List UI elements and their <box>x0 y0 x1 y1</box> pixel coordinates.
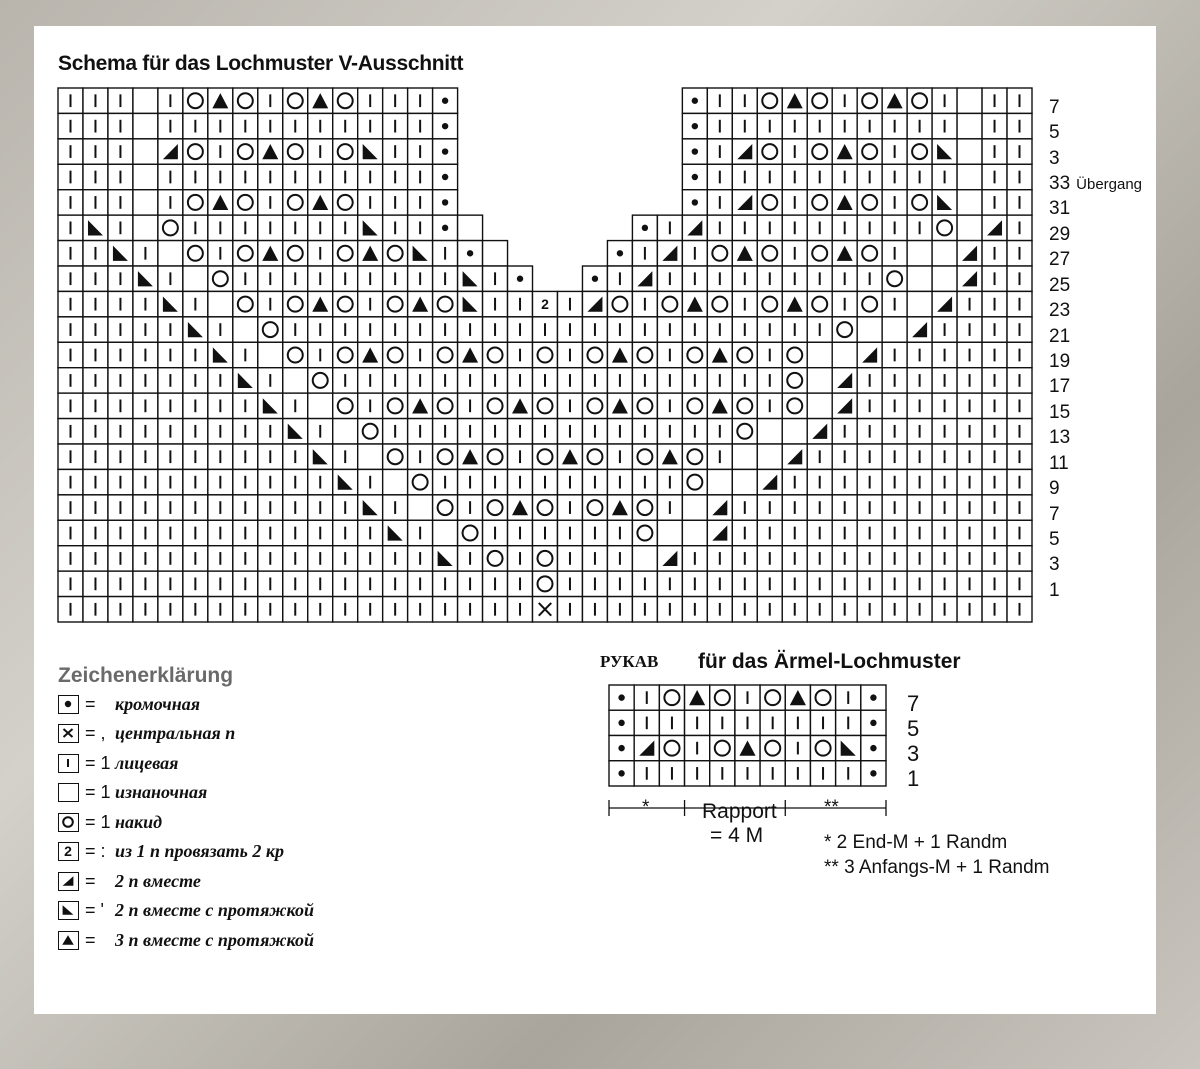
row-number-label: 5 <box>1049 122 1060 144</box>
row-number-label: 27 <box>1049 249 1071 271</box>
rapport-stars2: ** <box>824 797 839 818</box>
sleeve-cell <box>861 761 886 786</box>
sleeve-cell <box>735 685 760 710</box>
row-number-label: 31 <box>1049 198 1071 220</box>
row-number-label: 13 <box>1049 427 1071 449</box>
sleeve-row-number: 7 <box>907 690 920 716</box>
sleeve-cell <box>659 685 684 710</box>
sleeve-cell <box>810 761 835 786</box>
row-number-label: 3 <box>1049 147 1060 169</box>
sleeve-cell <box>685 761 710 786</box>
legend-text: центральная п <box>115 723 236 743</box>
sleeve-cell <box>760 685 785 710</box>
legend-equals: = ' <box>85 900 104 920</box>
rapport-label: Rapport <box>702 800 777 823</box>
legend-equals: = , <box>85 723 106 743</box>
row-number-label: 3 <box>1049 554 1060 576</box>
sleeve-cell <box>685 710 710 735</box>
row-number-label: 17 <box>1049 376 1071 398</box>
sleeve-cell <box>659 761 684 786</box>
sleeve-cell <box>861 736 886 761</box>
row-number-label: 19 <box>1049 351 1071 372</box>
note-end-stitches: * 2 End-M + 1 Randm <box>824 832 1008 853</box>
rapport-star: * <box>642 797 650 818</box>
legend-equals: = <box>85 929 96 950</box>
sleeve-cell <box>710 736 735 761</box>
legend-equals: = 1 <box>85 811 111 832</box>
row-number-label: 7 <box>1049 96 1060 118</box>
legend-text: 3 п вместе с протяжкой <box>115 929 314 950</box>
sleeve-title-de: für das Ärmel-Lochmuster <box>698 650 961 673</box>
svg-text:2: 2 <box>64 843 72 859</box>
sleeve-cell <box>760 761 785 786</box>
row-number-label: 29 <box>1049 223 1071 245</box>
row-number-label: 33 <box>1049 173 1071 194</box>
legend-text: кромочная <box>115 693 201 714</box>
row-number-label: 7 <box>1049 503 1060 525</box>
sleeve-cell <box>785 710 810 735</box>
row-number-label: 9 <box>1049 478 1060 500</box>
sleeve-cell <box>685 736 710 761</box>
sleeve-cell <box>836 710 861 735</box>
transition-label: Übergang <box>1076 176 1143 193</box>
sleeve-cell <box>810 736 835 761</box>
sleeve-cell <box>760 710 785 735</box>
sleeve-cell <box>760 736 785 761</box>
sleeve-cell <box>785 736 810 761</box>
sleeve-cell <box>710 685 735 710</box>
sleeve-cell <box>609 761 634 786</box>
sleeve-row-number: 5 <box>907 715 920 741</box>
svg-text:2: 2 <box>541 296 549 313</box>
row-number-label: 15 <box>1049 401 1071 423</box>
legend-equals: = : <box>85 841 106 861</box>
sleeve-cell <box>861 710 886 735</box>
legend-equals: = 1 <box>85 752 111 773</box>
chart-title: Schema für das Lochmuster V-Ausschnitt <box>58 52 464 75</box>
row-number-label: 5 <box>1049 529 1060 550</box>
sleeve-cell <box>861 685 886 710</box>
sleeve-cell <box>810 685 835 710</box>
sleeve-cell <box>836 685 861 710</box>
legend-text: накид <box>115 811 163 832</box>
sleeve-title-ru: РУКАВ <box>600 652 659 671</box>
legend-text: изнаночная <box>115 782 208 802</box>
legend-text: 2 п вместе <box>115 870 201 891</box>
sleeve-row-number: 3 <box>907 741 920 767</box>
row-number-label: 23 <box>1049 300 1071 322</box>
sleeve-cell <box>735 761 760 786</box>
sleeve-cell <box>710 710 735 735</box>
row-number-label: 25 <box>1049 274 1071 296</box>
sleeve-cell <box>659 710 684 735</box>
legend-text: из 1 п провязать 2 кр <box>115 841 285 861</box>
sleeve-cell <box>609 685 634 710</box>
rapport-value: = 4 M <box>710 824 764 847</box>
sleeve-cell <box>659 736 684 761</box>
sleeve-cell <box>785 685 810 710</box>
sleeve-cell <box>609 736 634 761</box>
row-number-label: 21 <box>1049 325 1071 347</box>
sleeve-cell <box>785 761 810 786</box>
legend-equals: = <box>85 870 96 891</box>
sleeve-cell <box>634 685 659 710</box>
legend-text: лицевая <box>115 752 179 773</box>
sleeve-cell <box>685 685 710 710</box>
row-number-label: 11 <box>1049 452 1069 474</box>
sleeve-cell <box>609 710 634 735</box>
sleeve-cell <box>634 761 659 786</box>
sleeve-cell <box>634 736 659 761</box>
legend-equals: = 1 <box>85 782 111 802</box>
legend-text: 2 п вместе с протяжкой <box>115 900 314 920</box>
legend-equals: = <box>85 693 96 714</box>
sleeve-cell <box>735 710 760 735</box>
row-number-label: 1 <box>1049 579 1060 601</box>
sleeve-cell <box>836 761 861 786</box>
sleeve-row-number: 1 <box>907 766 920 792</box>
sleeve-cell <box>810 710 835 735</box>
legend-title: Zeichenerklärung <box>58 664 234 687</box>
sleeve-cell <box>735 736 760 761</box>
sleeve-cell <box>634 710 659 735</box>
sleeve-cell <box>836 736 861 761</box>
note-start-stitches: ** 3 Anfangs-M + 1 Randm <box>824 857 1050 878</box>
sleeve-cell <box>710 761 735 786</box>
